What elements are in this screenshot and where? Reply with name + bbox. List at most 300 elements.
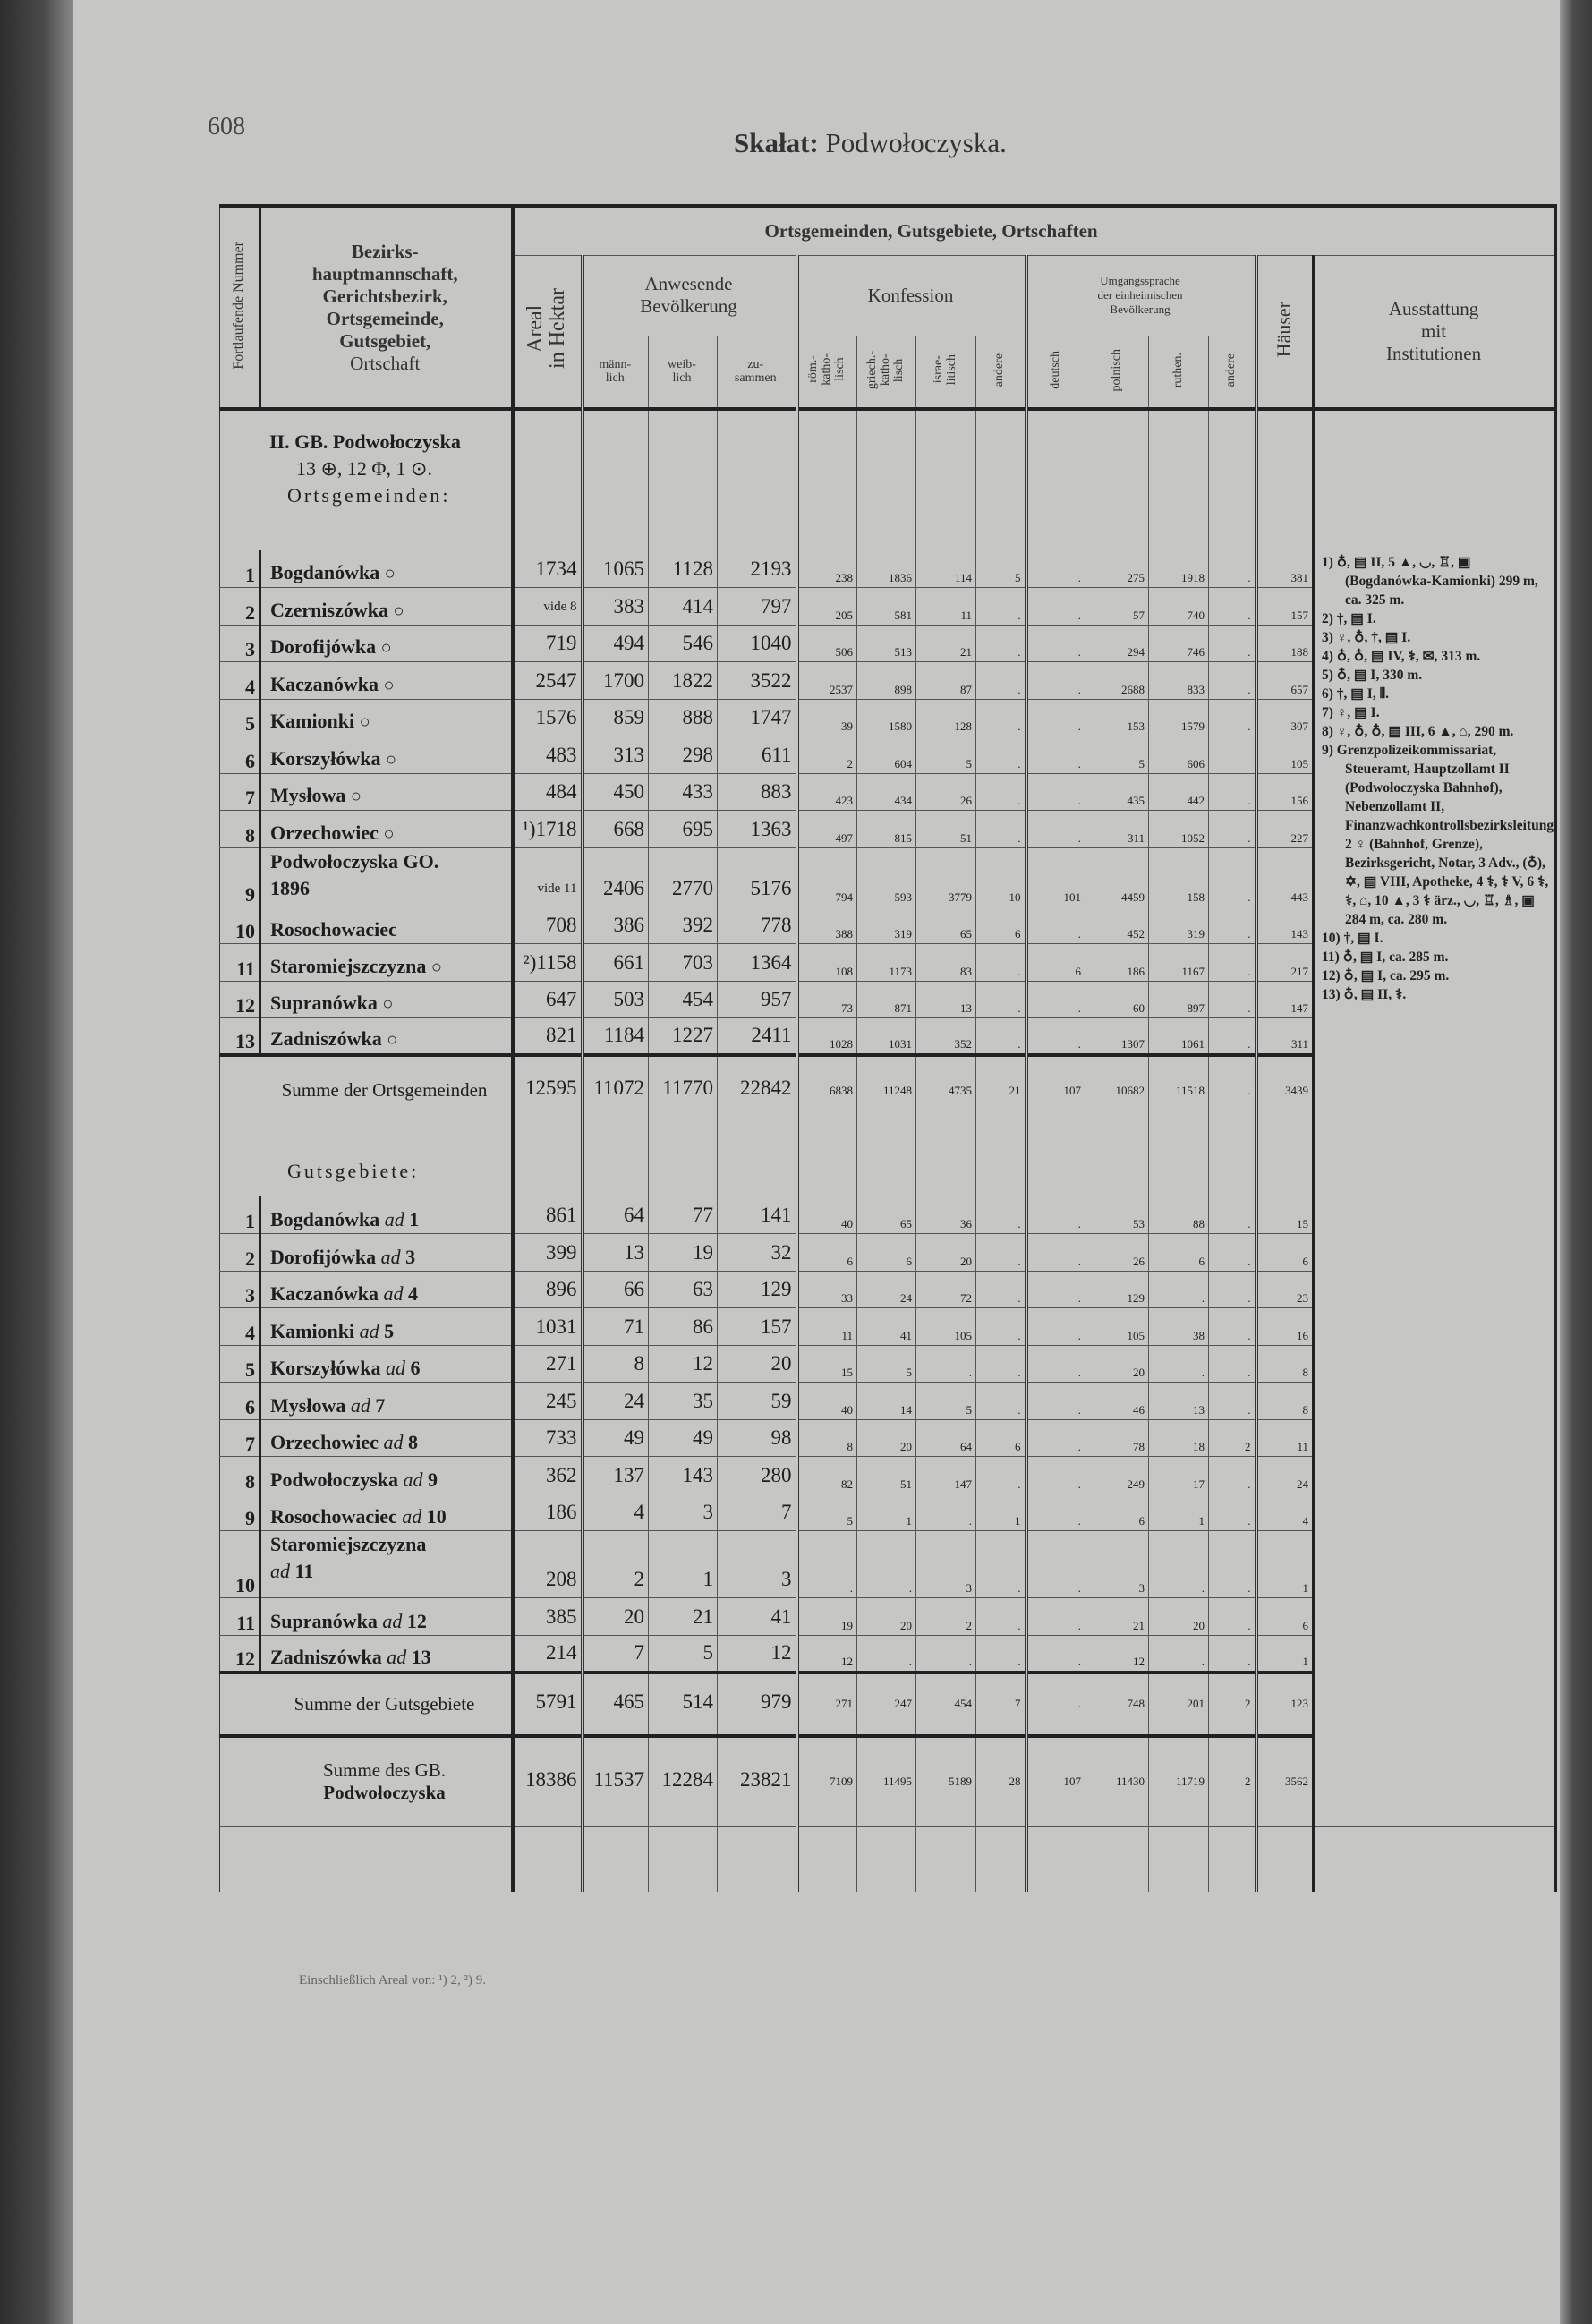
row-name: [260, 1308, 513, 1346]
gutsgebiete-label-row: [220, 1124, 1556, 1196]
cell-griech-kath: 41: [857, 1308, 916, 1346]
page-title-district: Skałat:: [734, 127, 819, 158]
sum-label: [260, 1673, 513, 1736]
subheader-sprache-andere: andere: [1209, 336, 1256, 409]
cell-weiblich: 703: [649, 944, 718, 982]
sum-label: [260, 1055, 513, 1124]
cell-areal: 399: [513, 1234, 583, 1272]
ausstattung-cell: [1314, 1308, 1556, 1346]
ad-reference: 10: [426, 1505, 447, 1528]
cell-griech-kath: 14: [857, 1383, 916, 1420]
scan-edge-left: [0, 0, 73, 2324]
cell-sprache-andere: .: [1209, 1598, 1256, 1636]
cell-griech-kath: 604: [857, 736, 916, 774]
cell-israelitisch: 5189: [916, 1736, 976, 1827]
cell-maennlich: 1065: [583, 550, 649, 588]
cell-haeuser: 381: [1256, 550, 1314, 588]
cell-deutsch: 107: [1026, 1055, 1085, 1124]
cell-israelitisch: 87: [916, 662, 976, 700]
cell-weiblich: 392: [649, 907, 718, 944]
ad-reference: 13: [411, 1645, 431, 1668]
cell-roem-kath: 73: [797, 981, 857, 1018]
cell-maennlich: 49: [583, 1419, 649, 1457]
ausstattung-note: 11) ♁, ▤ I, ca. 285 m.: [1322, 949, 1449, 965]
cell-haeuser: 147: [1256, 981, 1314, 1018]
cell-zusammen: 41: [718, 1598, 797, 1636]
ausstattung-cell: [1314, 1419, 1556, 1457]
cell-maennlich: 494: [583, 625, 649, 662]
cell-deutsch: .: [1026, 699, 1085, 736]
cell-deutsch: 101: [1026, 847, 1085, 907]
cell-haeuser: 15: [1256, 1196, 1314, 1234]
cell-griech-kath: .: [857, 1635, 916, 1673]
cell-zusammen: 979: [718, 1673, 797, 1736]
cell-sprache-andere: [1209, 736, 1256, 774]
row-name: [260, 811, 513, 848]
row-number: 13: [220, 1018, 260, 1056]
cell-areal: 186: [513, 1494, 583, 1531]
cell-zusammen: 7: [718, 1494, 797, 1531]
sum-row: [220, 1055, 1556, 1124]
cell-weiblich: 1822: [649, 662, 718, 700]
table-tail-cell: [1314, 1827, 1556, 1892]
cell-polnisch: 153: [1085, 699, 1149, 736]
cell-polnisch: 748: [1085, 1673, 1149, 1736]
cell-ruthenisch: 1579: [1149, 699, 1209, 736]
ausstattung-cell: [1314, 1598, 1556, 1636]
cell-weiblich: 1128: [649, 550, 718, 588]
place-name: Podwołoczyska GO. 1896: [270, 849, 439, 899]
gutsgebiet-row: [220, 1383, 1556, 1420]
cell-griech-kath: 871: [857, 981, 916, 1018]
cell-israelitisch: 65: [916, 907, 976, 944]
ad-label: ad: [359, 1319, 379, 1342]
cell-roem-kath: 2537: [797, 662, 857, 700]
cell-haeuser: 8: [1256, 1383, 1314, 1420]
subheader-deutsch: deutsch: [1026, 336, 1085, 409]
subheader-ruthenisch: ruthen.: [1149, 336, 1209, 409]
cell-sprache-andere: .: [1209, 1457, 1256, 1494]
table-tail-cell: [1256, 1827, 1314, 1892]
cell-deutsch: .: [1026, 1635, 1085, 1673]
cell-haeuser: 217: [1256, 944, 1314, 982]
cell-israelitisch: 11: [916, 588, 976, 626]
cell-areal: vide 11: [513, 847, 583, 907]
cell-haeuser: 157: [1256, 588, 1314, 626]
table-tail-cell: [916, 1827, 976, 1892]
cell-israelitisch: 64: [916, 1419, 976, 1457]
cell-roem-kath: 271: [797, 1673, 857, 1736]
row-name: [260, 550, 513, 588]
cell-maennlich: 20: [583, 1598, 649, 1636]
cell-maennlich: 24: [583, 1383, 649, 1420]
ausstattung-notes: [1322, 553, 1557, 1004]
cell-maennlich: 859: [583, 699, 649, 736]
page-title-place: Podwołoczyska.: [818, 127, 1007, 158]
cell-deutsch: .: [1026, 1271, 1085, 1308]
row-name: [260, 1419, 513, 1457]
cell-zusammen: 20: [718, 1345, 797, 1383]
ad-label: ad: [383, 1431, 404, 1453]
intro-row-cell: [1085, 409, 1149, 550]
intro-row-cell: [1314, 409, 1556, 550]
cell-konf-andere: .: [976, 981, 1026, 1018]
cell-weiblich: 35: [649, 1383, 718, 1420]
ad-reference: 6: [410, 1357, 421, 1379]
cell-roem-kath: 205: [797, 588, 857, 626]
ad-label: ad: [385, 1357, 405, 1379]
gutsgebiet-row: [220, 1345, 1556, 1383]
cell-maennlich: 1184: [583, 1018, 649, 1056]
ad-reference: 9: [428, 1468, 438, 1491]
cell-ruthenisch: 319: [1149, 907, 1209, 944]
cell-deutsch: .: [1026, 1531, 1085, 1598]
cell-polnisch: 5: [1085, 736, 1149, 774]
cell-weiblich: 2770: [649, 847, 718, 907]
cell-konf-andere: .: [976, 699, 1026, 736]
cell-roem-kath: 238: [797, 550, 857, 588]
cell-griech-kath: 581: [857, 588, 916, 626]
cell-sprache-andere: 2: [1209, 1419, 1256, 1457]
ausstattung-cell: [1314, 1673, 1556, 1736]
gutsgebiete-label-row-cell: [1209, 1124, 1256, 1196]
table-tail-cell: [1149, 1827, 1209, 1892]
row-name: [260, 1234, 513, 1272]
cell-griech-kath: .: [857, 1531, 916, 1598]
row-name: [260, 588, 513, 626]
cell-konf-andere: .: [976, 625, 1026, 662]
cell-konf-andere: 7: [976, 1673, 1026, 1736]
ad-reference: 4: [408, 1282, 418, 1305]
cell-ruthenisch: 740: [1149, 588, 1209, 626]
row-number: 2: [220, 1234, 260, 1272]
cell-griech-kath: 11495: [857, 1736, 916, 1827]
table-tail-cell: [220, 1827, 260, 1892]
cell-roem-kath: 40: [797, 1383, 857, 1420]
cell-deutsch: .: [1026, 1457, 1085, 1494]
cell-deutsch: .: [1026, 1383, 1085, 1420]
ausstattung-cell: [1314, 1018, 1556, 1056]
ad-reference: 3: [405, 1245, 416, 1268]
row-number: 3: [220, 625, 260, 662]
cell-maennlich: 450: [583, 773, 649, 811]
place-name: Zadniszówka: [270, 1027, 382, 1050]
cell-griech-kath: 513: [857, 625, 916, 662]
gutsgebiet-row: [220, 1531, 1556, 1598]
cell-griech-kath: 1: [857, 1494, 916, 1531]
cell-maennlich: 2406: [583, 847, 649, 907]
ausstattung-cell: [1314, 1531, 1556, 1598]
cell-sprache-andere: .: [1209, 699, 1256, 736]
cell-roem-kath: 15: [797, 1345, 857, 1383]
cell-haeuser: 23: [1256, 1271, 1314, 1308]
cell-griech-kath: 65: [857, 1196, 916, 1234]
row-number: 1: [220, 1196, 260, 1234]
ad-label: ad: [383, 1282, 404, 1305]
ausstattung-note: 4) ♁, ♁, ▤ IV, ⚕, ✉, 313 m.: [1322, 649, 1481, 664]
ortsgemeinde-marker-icon: ○: [382, 994, 394, 1014]
cell-polnisch: 3: [1085, 1531, 1149, 1598]
cell-griech-kath: 593: [857, 847, 916, 907]
cell-roem-kath: 11: [797, 1308, 857, 1346]
cell-sprache-andere: 2: [1209, 1673, 1256, 1736]
cell-griech-kath: 6: [857, 1234, 916, 1272]
cell-konf-andere: 6: [976, 907, 1026, 944]
cell-zusammen: 1040: [718, 625, 797, 662]
cell-sprache-andere: .: [1209, 1196, 1256, 1234]
cell-roem-kath: 2: [797, 736, 857, 774]
ortsgemeinde-marker-icon: ○: [430, 957, 442, 977]
cell-areal: ²)1158: [513, 944, 583, 982]
ad-reference: 1: [409, 1208, 420, 1230]
cell-maennlich: 66: [583, 1271, 649, 1308]
cell-sprache-andere: .: [1209, 1308, 1256, 1346]
cell-maennlich: 1700: [583, 662, 649, 700]
sum-label-text: Summe der Gutsgebiete: [294, 1692, 475, 1715]
row-name: [260, 847, 513, 907]
cell-haeuser: 3439: [1256, 1055, 1314, 1124]
cell-zusammen: 32: [718, 1234, 797, 1272]
cell-weiblich: 433: [649, 773, 718, 811]
cell-haeuser: 16: [1256, 1308, 1314, 1346]
cell-griech-kath: 319: [857, 907, 916, 944]
cell-ruthenisch: 1061: [1149, 1018, 1209, 1056]
ortsgemeinde-marker-icon: ○: [350, 787, 362, 806]
cell-sprache-andere: .: [1209, 662, 1256, 700]
cell-ruthenisch: 201: [1149, 1673, 1209, 1736]
ausstattung-note: 9) Grenzpolizeikommissariat, Steueramt, Hauptzollamt II (Podwołoczyska Bahnhof), Nebenzollamt II, Finanzwachkontrollsbezirksleitung, 2 ♀ (Bahnhof, Grenze), Bezirksgericht, Notar, 3 Adv., (♁), ✡, ▤ VIII, Apotheke, 4 ⚕, ⚕ V, 6 ⚕, ⚕, ⌂, 10 ▲, 3 ⚕ ärz., ◡, ♖, ♗, ▣ 284 m, ca. 280 m.: [1322, 743, 1557, 927]
district-title: II. GB. Podwołoczyska: [269, 430, 461, 453]
gutsgebiet-row: [220, 1271, 1556, 1308]
ortsgemeinde-marker-icon: ○: [387, 1030, 398, 1050]
header-konfession: Konfession: [797, 255, 1026, 336]
place-name: Orzechowiec: [270, 821, 379, 844]
cell-ruthenisch: 606: [1149, 736, 1209, 774]
page-number: 608: [208, 113, 245, 140]
cell-deutsch: .: [1026, 1196, 1085, 1234]
cell-roem-kath: .: [797, 1531, 857, 1598]
sum-label-bold: Podwołoczyska: [323, 1782, 446, 1804]
row-name: [260, 662, 513, 700]
place-name: Kaczanówka: [270, 1282, 379, 1305]
place-name: Kaczanówka: [270, 672, 379, 695]
cell-ruthenisch: .: [1149, 1271, 1209, 1308]
row-number: 9: [220, 1494, 260, 1531]
place-name: Supranówka: [270, 1609, 378, 1632]
intro-row-cell: [1256, 409, 1314, 550]
place-name: Rosochowaciec: [270, 1505, 397, 1528]
table-tail-cell: [260, 1827, 513, 1892]
table-tail-cell: [857, 1827, 916, 1892]
cell-ruthenisch: 746: [1149, 625, 1209, 662]
cell-griech-kath: 247: [857, 1673, 916, 1736]
ausstattung-note: 3) ♀, ♁, †, ▤ I.: [1322, 630, 1411, 645]
cell-areal: 18386: [513, 1736, 583, 1827]
cell-haeuser: 3562: [1256, 1736, 1314, 1827]
cell-zusammen: 280: [718, 1457, 797, 1494]
cell-konf-andere: 1: [976, 1494, 1026, 1531]
intro-row-cell: [649, 409, 718, 550]
cell-polnisch: 21: [1085, 1598, 1149, 1636]
cell-weiblich: 77: [649, 1196, 718, 1234]
place-name: Rosochowaciec: [270, 918, 397, 941]
cell-sprache-andere: .: [1209, 1234, 1256, 1272]
cell-israelitisch: 5: [916, 1383, 976, 1420]
ausstattung-note: 12) ♁, ▤ I, ca. 295 m.: [1322, 968, 1450, 983]
ad-label: ad: [382, 1609, 403, 1632]
cell-konf-andere: 28: [976, 1736, 1026, 1827]
gutsgebiete-label-row-cell: [513, 1124, 583, 1196]
cell-griech-kath: 1580: [857, 699, 916, 736]
row-number: 10: [220, 1531, 260, 1598]
cell-polnisch: 53: [1085, 1196, 1149, 1234]
cell-deutsch: .: [1026, 1308, 1085, 1346]
cell-ruthenisch: 18: [1149, 1419, 1209, 1457]
intro-row-cell: [797, 409, 857, 550]
intro-row-cell: [976, 409, 1026, 550]
gutsgebiete-label-row-cell: [220, 1124, 260, 1196]
place-name: Dorofijówka: [270, 1245, 377, 1268]
cell-weiblich: 21: [649, 1598, 718, 1636]
cell-konf-andere: .: [976, 1308, 1026, 1346]
place-name: Korszyłówka: [270, 746, 381, 770]
row-number: 10: [220, 907, 260, 944]
cell-polnisch: 105: [1085, 1308, 1149, 1346]
cell-deutsch: .: [1026, 907, 1085, 944]
cell-maennlich: 4: [583, 1494, 649, 1531]
row-name: [260, 699, 513, 736]
ad-reference: 5: [384, 1319, 395, 1342]
row-name: [260, 1494, 513, 1531]
cell-zusammen: 957: [718, 981, 797, 1018]
subheader-zusammen: zu- sammen: [718, 336, 797, 409]
gutsgebiete-label-row-cell: [649, 1124, 718, 1196]
cell-maennlich: 11537: [583, 1736, 649, 1827]
cell-weiblich: 3: [649, 1494, 718, 1531]
cell-haeuser: 8: [1256, 1345, 1314, 1383]
ortsgemeinde-marker-icon: ○: [380, 638, 392, 658]
cell-sprache-andere: .: [1209, 625, 1256, 662]
row-number: 11: [220, 944, 260, 982]
cell-maennlich: 137: [583, 1457, 649, 1494]
cell-polnisch: 2688: [1085, 662, 1149, 700]
cell-weiblich: 546: [649, 625, 718, 662]
cell-zusammen: 2193: [718, 550, 797, 588]
row-number: 7: [220, 1419, 260, 1457]
cell-weiblich: 143: [649, 1457, 718, 1494]
cell-israelitisch: 3: [916, 1531, 976, 1598]
cell-sprache-andere: .: [1209, 1271, 1256, 1308]
cell-sprache-andere: 2: [1209, 1736, 1256, 1827]
cell-zusammen: 1364: [718, 944, 797, 982]
gutsgebiet-row: [220, 1234, 1556, 1272]
ortsgemeinde-marker-icon: ○: [385, 749, 397, 770]
cell-deutsch: .: [1026, 1419, 1085, 1457]
place-name: Korszyłówka: [270, 1357, 381, 1379]
cell-maennlich: 11072: [583, 1055, 649, 1124]
intro-row-cell: [220, 409, 260, 550]
sum-label: [260, 1736, 513, 1827]
cell-israelitisch: .: [916, 1635, 976, 1673]
row-name: [260, 1531, 513, 1598]
cell-polnisch: 57: [1085, 588, 1149, 626]
cell-deutsch: .: [1026, 1234, 1085, 1272]
scan-edge-right: [1560, 0, 1592, 2324]
cell-areal: 733: [513, 1419, 583, 1457]
ad-label: ad: [350, 1393, 370, 1417]
cell-konf-andere: 10: [976, 847, 1026, 907]
cell-deutsch: .: [1026, 588, 1085, 626]
cell-roem-kath: 12: [797, 1635, 857, 1673]
intro-row-cell: [1149, 409, 1209, 550]
ad-reference: 8: [407, 1431, 418, 1453]
cell-zusammen: 141: [718, 1196, 797, 1234]
place-name: Mysłowa: [270, 784, 346, 806]
cell-maennlich: 13: [583, 1234, 649, 1272]
intro-row-cell: [1026, 409, 1085, 550]
cell-areal: 483: [513, 736, 583, 774]
cell-haeuser: 156: [1256, 773, 1314, 811]
sum-number-cell: [220, 1673, 260, 1736]
cell-weiblich: 5: [649, 1635, 718, 1673]
cell-maennlich: 661: [583, 944, 649, 982]
cell-haeuser: 11: [1256, 1419, 1314, 1457]
cell-areal: 362: [513, 1457, 583, 1494]
cell-polnisch: 78: [1085, 1419, 1149, 1457]
page-title: [734, 127, 1007, 159]
table-tail-cell: [583, 1827, 649, 1892]
cell-haeuser: 6: [1256, 1598, 1314, 1636]
cell-areal: 5791: [513, 1673, 583, 1736]
cell-konf-andere: .: [976, 944, 1026, 982]
gutsgebiete-label-row-cell: [1085, 1124, 1149, 1196]
ausstattung-note: 10) †, ▤ I.: [1322, 931, 1383, 946]
row-name: [260, 981, 513, 1018]
cell-konf-andere: .: [976, 736, 1026, 774]
cell-roem-kath: 6838: [797, 1055, 857, 1124]
cell-weiblich: 49: [649, 1419, 718, 1457]
row-number: 8: [220, 811, 260, 848]
cell-roem-kath: 423: [797, 773, 857, 811]
gutsgebiete-label-row-cell: [797, 1124, 857, 1196]
header-name-column: Bezirks- hauptmannschaft, Gerichtsbezirk, Ortsgemeinde, Gutsgebiet, Ortschaft: [260, 206, 513, 409]
cell-sprache-andere: .: [1209, 1494, 1256, 1531]
intro-row-cell: [260, 409, 513, 550]
ausstattung-cell: [1314, 1635, 1556, 1673]
row-name: [260, 773, 513, 811]
cell-sprache-andere: .: [1209, 847, 1256, 907]
cell-ruthenisch: 158: [1149, 847, 1209, 907]
cell-areal: 271: [513, 1345, 583, 1383]
cell-ruthenisch: 17: [1149, 1457, 1209, 1494]
row-number: 2: [220, 588, 260, 626]
cell-griech-kath: 24: [857, 1271, 916, 1308]
cell-zusammen: 611: [718, 736, 797, 774]
cell-weiblich: 19: [649, 1234, 718, 1272]
row-number: 6: [220, 1383, 260, 1420]
ortsgemeinde-marker-icon: ○: [383, 675, 395, 695]
cell-israelitisch: 4735: [916, 1055, 976, 1124]
cell-zusammen: 1747: [718, 699, 797, 736]
cell-weiblich: 888: [649, 699, 718, 736]
place-name: Czerniszówka: [270, 598, 388, 621]
cell-polnisch: 249: [1085, 1457, 1149, 1494]
cell-sprache-andere: .: [1209, 773, 1256, 811]
place-name: Staromiejszczyzna: [270, 954, 427, 977]
gutsgebiet-row: [220, 1635, 1556, 1673]
cell-griech-kath: 434: [857, 773, 916, 811]
cell-zusammen: 22842: [718, 1055, 797, 1124]
